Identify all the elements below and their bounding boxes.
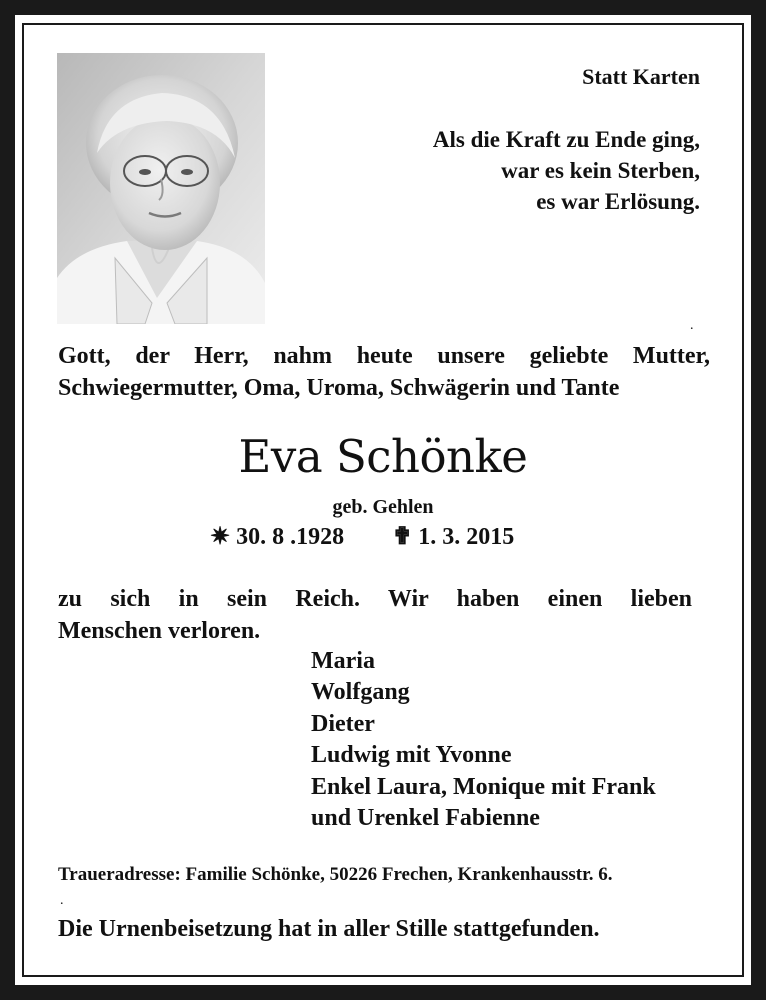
family-member: Enkel Laura, Monique mit Frank [311, 773, 656, 800]
decorative-dot: . [60, 893, 64, 908]
memorial-quote [340, 124, 700, 217]
decorative-dot: . [690, 318, 694, 333]
family-member: Dieter [311, 710, 375, 737]
intro-line: Gott, der Herr, nahm heute unsere geliebte Mutter, [58, 343, 710, 369]
death-cross-icon: ✟ [392, 524, 413, 550]
death-date: 1. 3. 2015 [418, 524, 515, 550]
portrait-photo [57, 53, 265, 324]
outro-text [58, 583, 692, 647]
quote-line: Als die Kraft zu Ende ging, [432, 127, 700, 152]
outro-line: zu sich in sein Reich. Wir haben einen lieben [58, 586, 692, 612]
life-dates [210, 522, 514, 551]
family-list [311, 646, 656, 834]
family-member: Ludwig mit Yvonne [311, 742, 512, 769]
quote-line: war es kein Sterben, [501, 158, 700, 183]
family-member: Maria [311, 648, 375, 674]
birth-date: 30. 8 .1928 [236, 524, 345, 550]
family-member: und Urenkel Fabienne [311, 805, 540, 832]
mourning-address: Traueradresse: Familie Schönke, 50226 Frechen, Krankenhausstr. 6. [58, 864, 613, 885]
birth-star-icon: ✷ [210, 524, 231, 550]
intro-text [58, 340, 710, 404]
outro-line: Menschen verloren. [58, 618, 261, 644]
quote-line: es war Erlösung. [536, 189, 700, 214]
intro-line: Schwiegermutter, Oma, Uroma, Schwägerin und Tante [58, 375, 620, 401]
family-member: Wolfgang [311, 679, 410, 706]
burial-notice: Die Urnenbeisetzung hat in aller Stille stattgefunden. [58, 916, 600, 942]
deceased-name: Eva Schönke [238, 430, 528, 483]
header-statt-karten: Statt Karten [582, 64, 700, 89]
birth-name: geb. Gehlen [332, 496, 434, 518]
